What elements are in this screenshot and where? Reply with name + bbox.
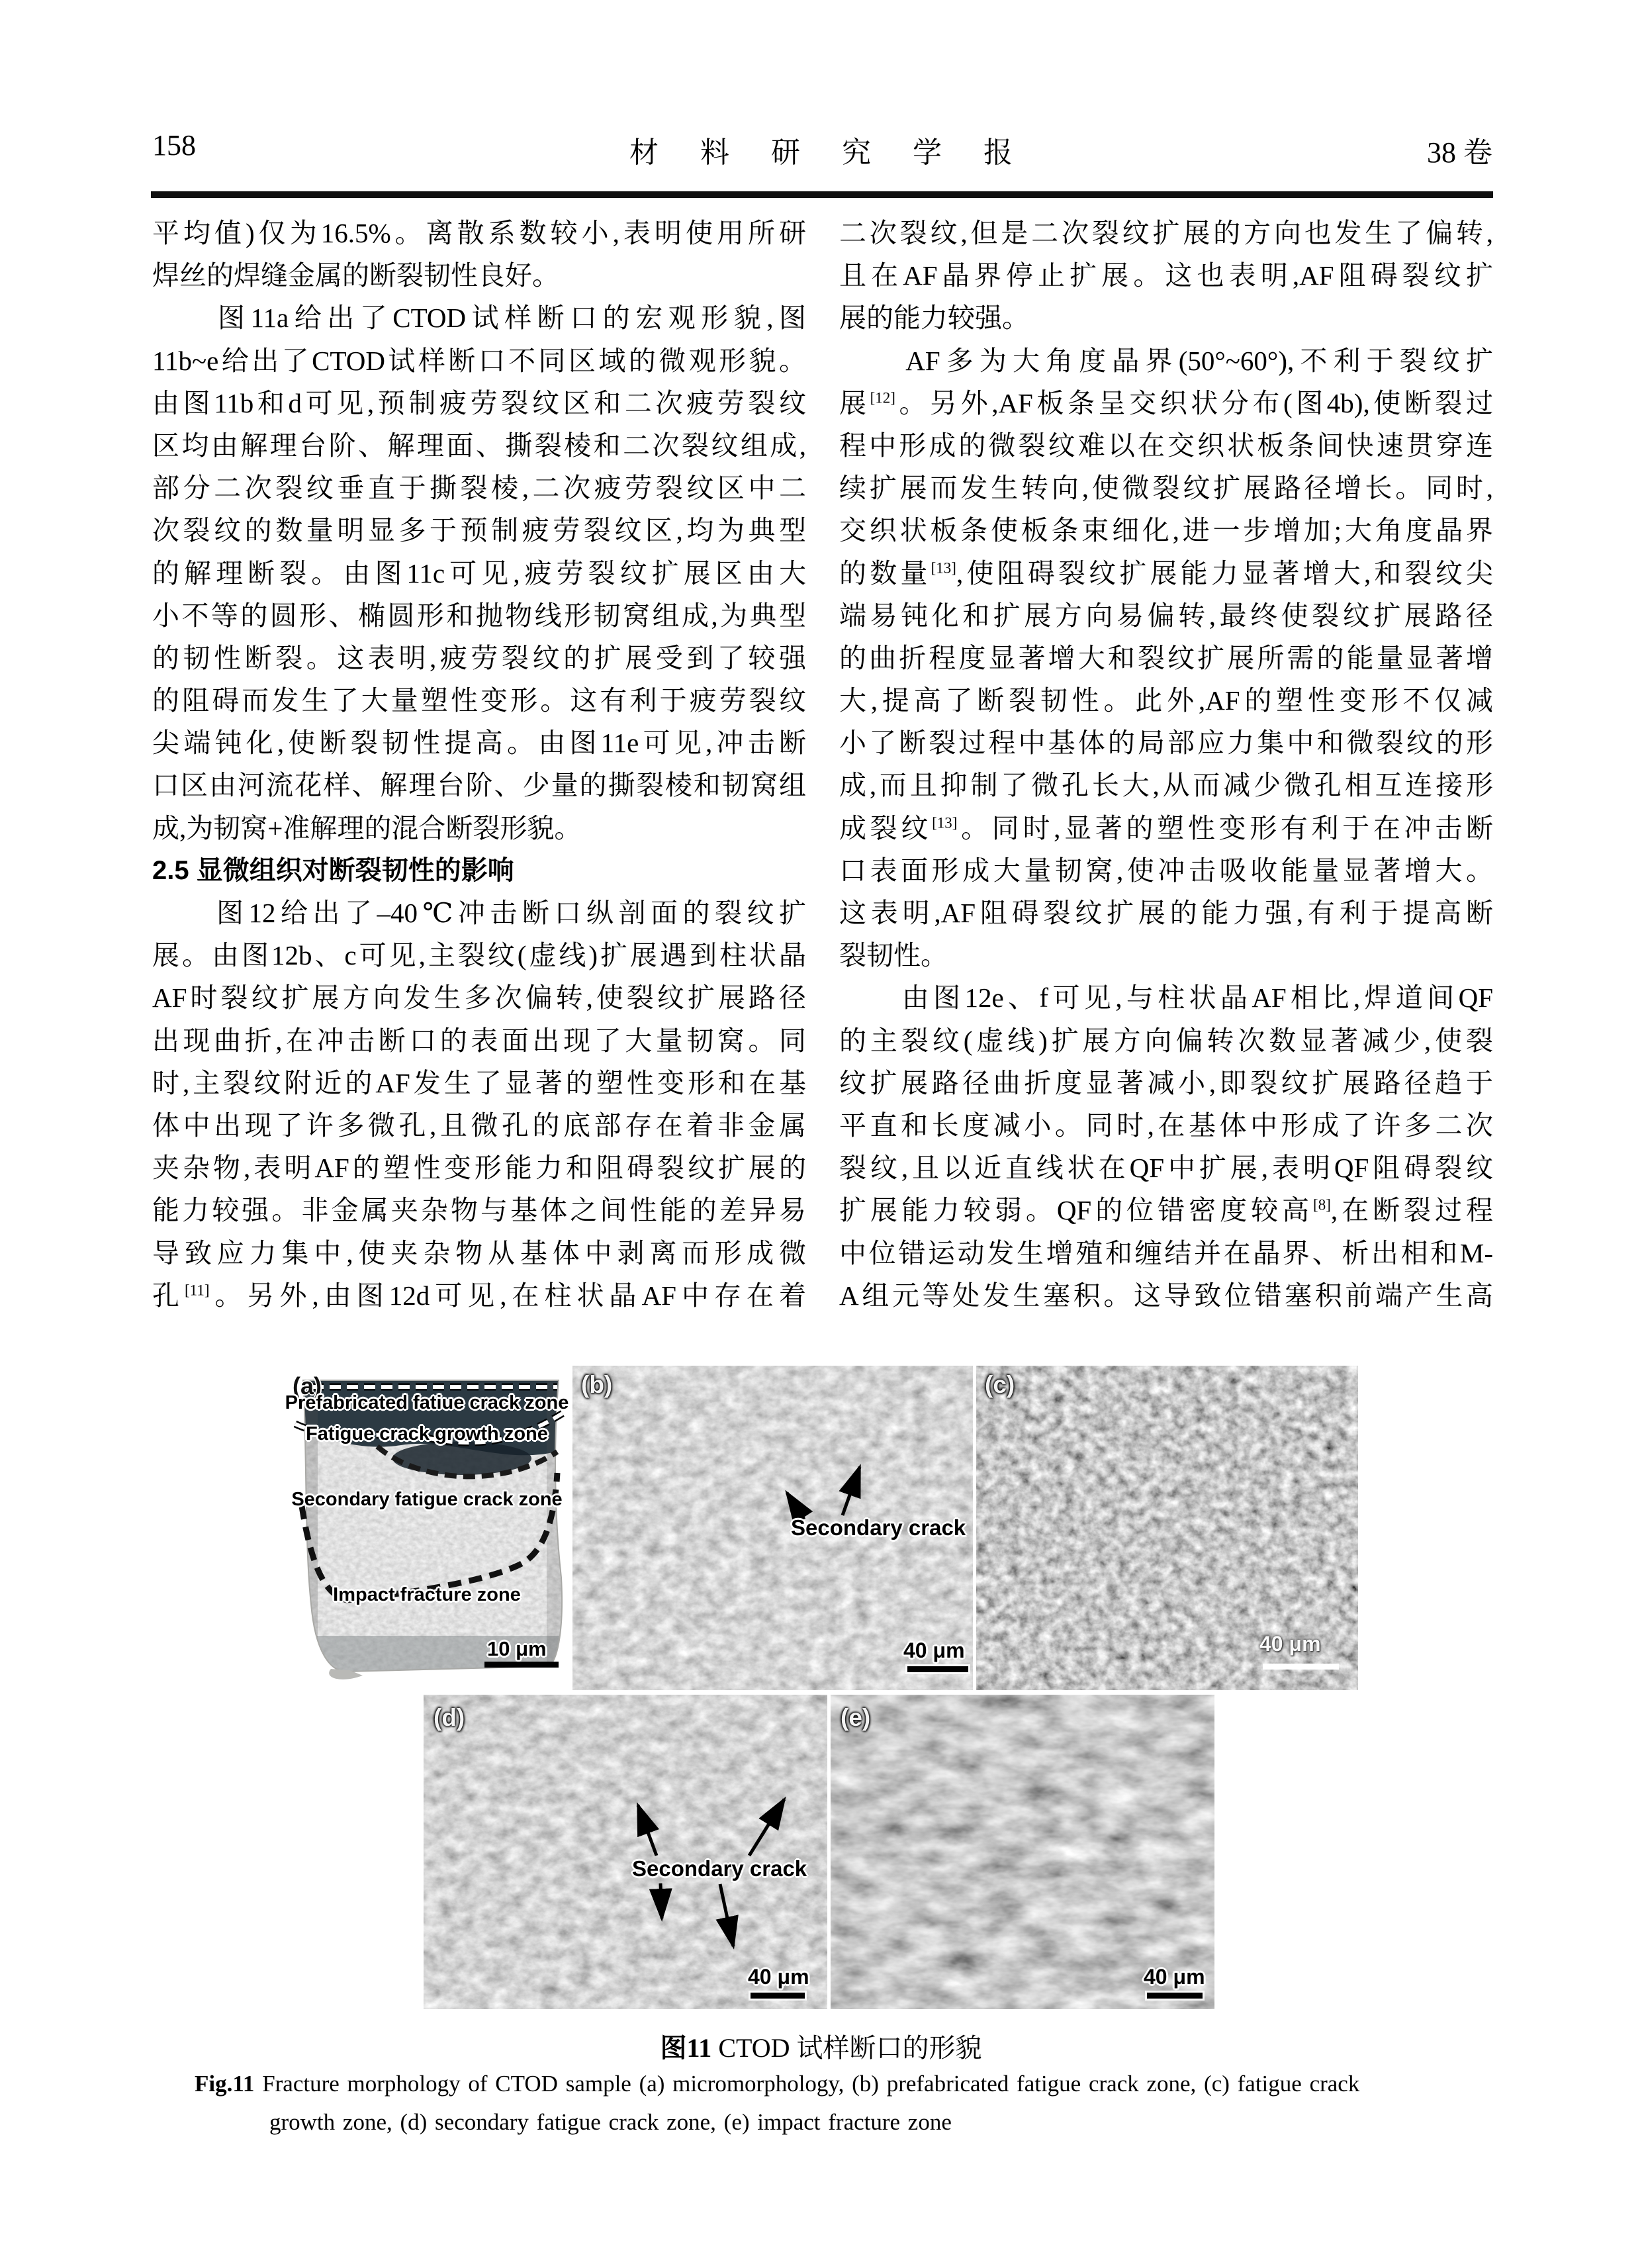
figure-panel-a (285, 1366, 569, 1690)
figure-caption-en-number: Fig.11 (195, 2071, 255, 2097)
figure-panel-d (424, 1695, 827, 2009)
panel-c-tag: (c) (985, 1371, 1015, 1398)
text-line: 2.5 显微组织对断裂韧性的影响 (152, 855, 514, 885)
panel-a-scale-text: 10 μm (487, 1637, 547, 1660)
zone-label-impact-fracture: Impact fracture zone (333, 1584, 521, 1605)
text-line: 小不等的圆形、椭圆形和抛物线形韧窝组成,为典型 (152, 600, 806, 631)
panel-c-scale-text: 40 μm (1259, 1632, 1321, 1656)
text-line: 扩展能力较弱。QF的位错密度较高[8],在断裂过程 (839, 1195, 1493, 1226)
text-line: 平直和长度减小。同时,在基体中形成了许多二次 (839, 1110, 1493, 1141)
text-line: 区均由解理台阶、解理面、撕裂棱和二次裂纹组成, (152, 430, 806, 461)
text-line: 平均值)仅为16.5%。离散系数较小,表明使用所研 (152, 218, 806, 248)
sem-image-e (831, 1695, 1214, 2009)
text-line: 续扩展而发生转向,使微裂纹扩展路径增长。同时, (839, 473, 1493, 504)
citation-superscript: [11] (185, 1282, 210, 1299)
text-line: 的数量[13],使阻碍裂纹扩展能力显著增大,和裂纹尖 (839, 557, 1494, 589)
text-line: 二次裂纹,但是二次裂纹扩展的方向也发生了偏转, (839, 218, 1493, 248)
zone-label-fatigue-crack-growth: Fatigue crack growth zone (306, 1423, 548, 1444)
figure-caption-zh (0, 2027, 1642, 2065)
panel-b-tag: (b) (581, 1371, 613, 1398)
figure-caption-en-line1-text: Fracture morphology of CTOD sample (a) micromorphology, (b) prefabricated fatigue crack zone, (c) fatigue crack (254, 2071, 1360, 2097)
text-line: 由图11b和d可见,预制疲劳裂纹区和二次疲劳裂纹 (152, 387, 806, 418)
panel-d-annotation-secondary-crack: Secondary crack (632, 1856, 807, 1881)
text-line: 的韧性断裂。这表明,疲劳裂纹的扩展受到了较强 (152, 642, 806, 673)
text-line: 大,提高了断裂韧性。此外,AF的塑性变形不仅减 (839, 685, 1493, 716)
text-line: 孔[11]。另外,由图12d可见,在柱状晶AF中存在着 (152, 1280, 806, 1311)
text-line: 纹扩展路径曲折度显著减小,即裂纹扩展路径趋于 (839, 1067, 1493, 1098)
text-column-left (152, 212, 806, 1317)
text-line: 成裂纹[13]。同时,显著的塑性变形有利于在冲击断 (839, 812, 1494, 843)
text-line: 中位错运动发生增殖和缠结并在晶界、析出相和M- (839, 1237, 1493, 1268)
citation-superscript: [13] (931, 559, 956, 576)
text-line: 的曲折程度显著增大和裂纹扩展所需的能量显著增 (839, 642, 1493, 673)
panel-c-scale-bar (1263, 1664, 1339, 1670)
text-line: 导致应力集中,使夹杂物从基体中剥离而形成微 (152, 1237, 806, 1268)
header-rule (151, 191, 1493, 198)
text-line: 展[12]。另外,AF板条呈交织状分布(图4b),使断裂过 (839, 387, 1494, 418)
text-line: 交织状板条使板条束细化,进一步增加;大角度晶界 (839, 515, 1493, 546)
panel-d-arrows (424, 1695, 827, 2009)
text-line: A组元等处发生塞积。这导致位错塞积前端产生高 (839, 1280, 1493, 1311)
text-line: 夹杂物,表明AF的塑性变形能力和阻碍裂纹扩展的 (152, 1153, 806, 1184)
text-line: 程中形成的微裂纹难以在交织状板条间快速贯穿连 (839, 430, 1493, 461)
panel-a-scale-bar (484, 1662, 559, 1668)
citation-superscript: [13] (932, 814, 958, 831)
text-line: 的解理断裂。由图11c可见,疲劳裂纹扩展区由大 (152, 557, 806, 589)
panel-a-tag: (a) (293, 1372, 322, 1399)
text-line: 成,而且抑制了微孔长大,从而减少微孔相互连接形 (839, 770, 1493, 801)
text-line: 部分二次裂纹垂直于撕裂棱,二次疲劳裂纹区中二 (152, 473, 806, 504)
text-line: 体中出现了许多微孔,且微孔的底部存在着非金属 (152, 1110, 806, 1141)
figure-caption-en-line2 (269, 2109, 952, 2136)
panel-d-tag: (d) (433, 1704, 465, 1731)
text-line: 能力较强。非金属夹杂物与基体之间性能的差异易 (152, 1195, 806, 1226)
volume-number: 38 卷 (1427, 136, 1492, 169)
text-line: 的阻碍而发生了大量塑性变形。这有利于疲劳裂纹 (152, 685, 806, 716)
page-number: 158 (152, 129, 196, 162)
text-line: 展的能力较强。 (839, 303, 1029, 334)
text-line: 展。由图12b、c可见,主裂纹(虚线)扩展遇到柱状晶 (152, 940, 806, 971)
text-line: 图11a给出了CTOD试样断口的宏观形貌,图 (152, 303, 806, 334)
figure-caption-zh-number: 图11 (660, 2033, 712, 2063)
text-line: 出现曲折,在冲击断口的表面出现了大量韧窝。同 (152, 1025, 806, 1056)
text-line: 且在AF晶界停止扩展。这也表明,AF阻碍裂纹扩 (839, 260, 1493, 291)
text-line: 裂韧性。 (839, 940, 948, 971)
text-line: 由图12e、f可见,与柱状晶AF相比,焊道间QF (839, 982, 1493, 1014)
text-line: AF多为大角度晶界(50°~60°),不利于裂纹扩 (839, 345, 1493, 376)
panel-e-scale-text: 40 μm (1144, 1965, 1205, 1989)
panel-b-scale-bar (907, 1666, 968, 1672)
figure-caption-zh-text: CTOD 试样断口的形貌 (711, 2033, 982, 2063)
figure-panel-e (831, 1695, 1214, 2009)
text-line: 图12给出了–40℃冲击断口纵剖面的裂纹扩 (152, 898, 806, 928)
text-line: AF时裂纹扩展方向发生多次偏转,使裂纹扩展路径 (152, 982, 806, 1014)
text-line: 裂纹,且以近直线状在QF中扩展,表明QF阻碍裂纹 (839, 1153, 1493, 1184)
text-line: 这表明,AF阻碍裂纹扩展的能力强,有利于提高断 (839, 898, 1493, 928)
panel-e-scale-bar (1147, 1993, 1203, 1999)
text-line: 时,主裂纹附近的AF发生了显著的塑性变形和在基 (152, 1067, 806, 1098)
zone-label-secondary-fatigue-crack: Secondary fatigue crack zone (291, 1489, 563, 1510)
text-column-right (839, 212, 1493, 1317)
text-line: 端易钝化和扩展方向易偏转,最终使裂纹扩展路径 (839, 600, 1493, 631)
text-line: 的主裂纹(虚线)扩展方向偏转次数显著减少,使裂 (839, 1025, 1493, 1056)
panel-b-annotation-secondary-crack: Secondary crack (791, 1515, 966, 1540)
journal-title: 材 料 研 究 学 报 (629, 136, 1030, 169)
text-line: 口区由河流花样、解理台阶、少量的撕裂棱和韧窝组 (152, 770, 806, 801)
text-line: 焊丝的焊缝金属的断裂韧性良好。 (152, 260, 559, 291)
figure-caption-en-line2-text: growth zone, (d) secondary fatigue crack zone, (e) impact fracture zone (269, 2109, 952, 2135)
figure-panel-b (572, 1366, 973, 1690)
text-line: 尖端钝化,使断裂韧性提高。由图11e可见,冲击断 (152, 728, 806, 759)
text-line: 成,为韧窝+准解理的混合断裂形貌。 (152, 812, 582, 843)
zone-label-prefabricated-fatigue-crack: Prefabricated fatiue crack zone (285, 1392, 569, 1413)
panel-d-scale-bar (751, 1993, 805, 1999)
citation-superscript: [8] (1313, 1196, 1331, 1213)
panel-e-tag: (e) (841, 1704, 871, 1731)
citation-superscript: [12] (870, 389, 895, 406)
panel-b-scale-text: 40 μm (903, 1638, 965, 1662)
text-line: 次裂纹的数量明显多于预制疲劳裂纹区,均为典型 (152, 515, 806, 546)
text-line: 口表面形成大量韧窝,使冲击吸收能量显著增大。 (839, 855, 1493, 886)
panel-d-scale-text: 40 μm (748, 1965, 809, 1989)
figure-caption-en-line1 (195, 2071, 1359, 2097)
figure-panel-c (976, 1366, 1358, 1690)
text-line: 小了断裂过程中基体的局部应力集中和微裂纹的形 (839, 728, 1493, 759)
text-line: 11b~e给出了CTOD试样断口不同区域的微观形貌。 (152, 345, 806, 376)
